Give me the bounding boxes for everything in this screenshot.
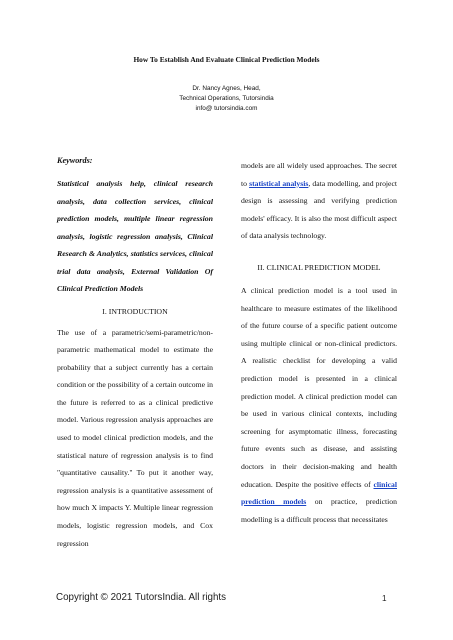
document-title: How To Establish And Evaluate Clinical Prediction Models xyxy=(133,55,320,64)
clinical-prediction-models-link[interactable]: clinical prediction models xyxy=(241,479,397,507)
section-heading-introduction: I. INTRODUCTION xyxy=(102,306,168,316)
author-block xyxy=(0,84,453,114)
keywords-heading: Keywords: xyxy=(57,156,93,165)
page-number: 1 xyxy=(382,594,387,603)
author-position: Technical Operations, Tutorsindia xyxy=(179,95,274,102)
author-email: info@ tutorsindia.com xyxy=(195,105,258,112)
paragraph-text: A clinical prediction model is a tool used in healthcare to measure estimates of the likelihood of the future course of a specific patient outcome using multiple clinical or non-clinical predictors. A realistic checklist for developing a valid prediction model is presented in a clinical prediction model. A clinical prediction model can be used in various clinical contexts, including screening for asymptomatic illness, forecasting future events such as disease, and assisting doctors in their decision-making and health education. Despite the positive effects of xyxy=(241,285,397,489)
paragraph-text: , data modelling, and project design is assessing and verifying prediction models' efficacy. It is also the most difficult aspect of data analysis technology. xyxy=(241,178,398,241)
right-column xyxy=(241,157,397,528)
paragraph-text: on practice, prediction modelling is a difficult process that necessitates xyxy=(241,497,397,524)
introduction-paragraph: The use of a parametric/semi-parametric/non-parametric mathematical model to estimate the probability that a subject currently has a certain condition or the possibility of a certain outcome in the future is referred to as a clinical predictive model. Various regression analysis approaches are used to model clinical prediction models, and the statistical nature of regression analysis is to find "quantitative causality." To put it another way, regression analysis is a quantitative assessment of how much X impacts Y. Multiple linear regression models, logistic regression models, and Cox regression xyxy=(57,327,213,548)
right-paragraph-2 xyxy=(241,282,397,528)
statistical-analysis-link[interactable]: statistical analysis xyxy=(249,178,309,188)
footer-copyright: Copyright © 2021 TutorsIndia. All rights xyxy=(56,592,227,603)
keywords-text: Statistical analysis help, clinical research analysis, data collection services, clinical prediction models, multiple linear regression analysis, logistic regression analysis, Clinical Research & Analytics, statistics services, clinical trial data analysis, External Validation Of Clinical Prediction Models xyxy=(57,179,213,293)
left-column xyxy=(57,156,213,552)
right-paragraph-1 xyxy=(241,157,397,245)
author-name: Dr. Nancy Agnes, Head, xyxy=(192,85,261,92)
paragraph-text: models are all widely used approaches. The secret to xyxy=(241,161,397,188)
section-heading-clinical-prediction-model: II. CLINICAL PREDICTION MODEL xyxy=(257,262,381,272)
